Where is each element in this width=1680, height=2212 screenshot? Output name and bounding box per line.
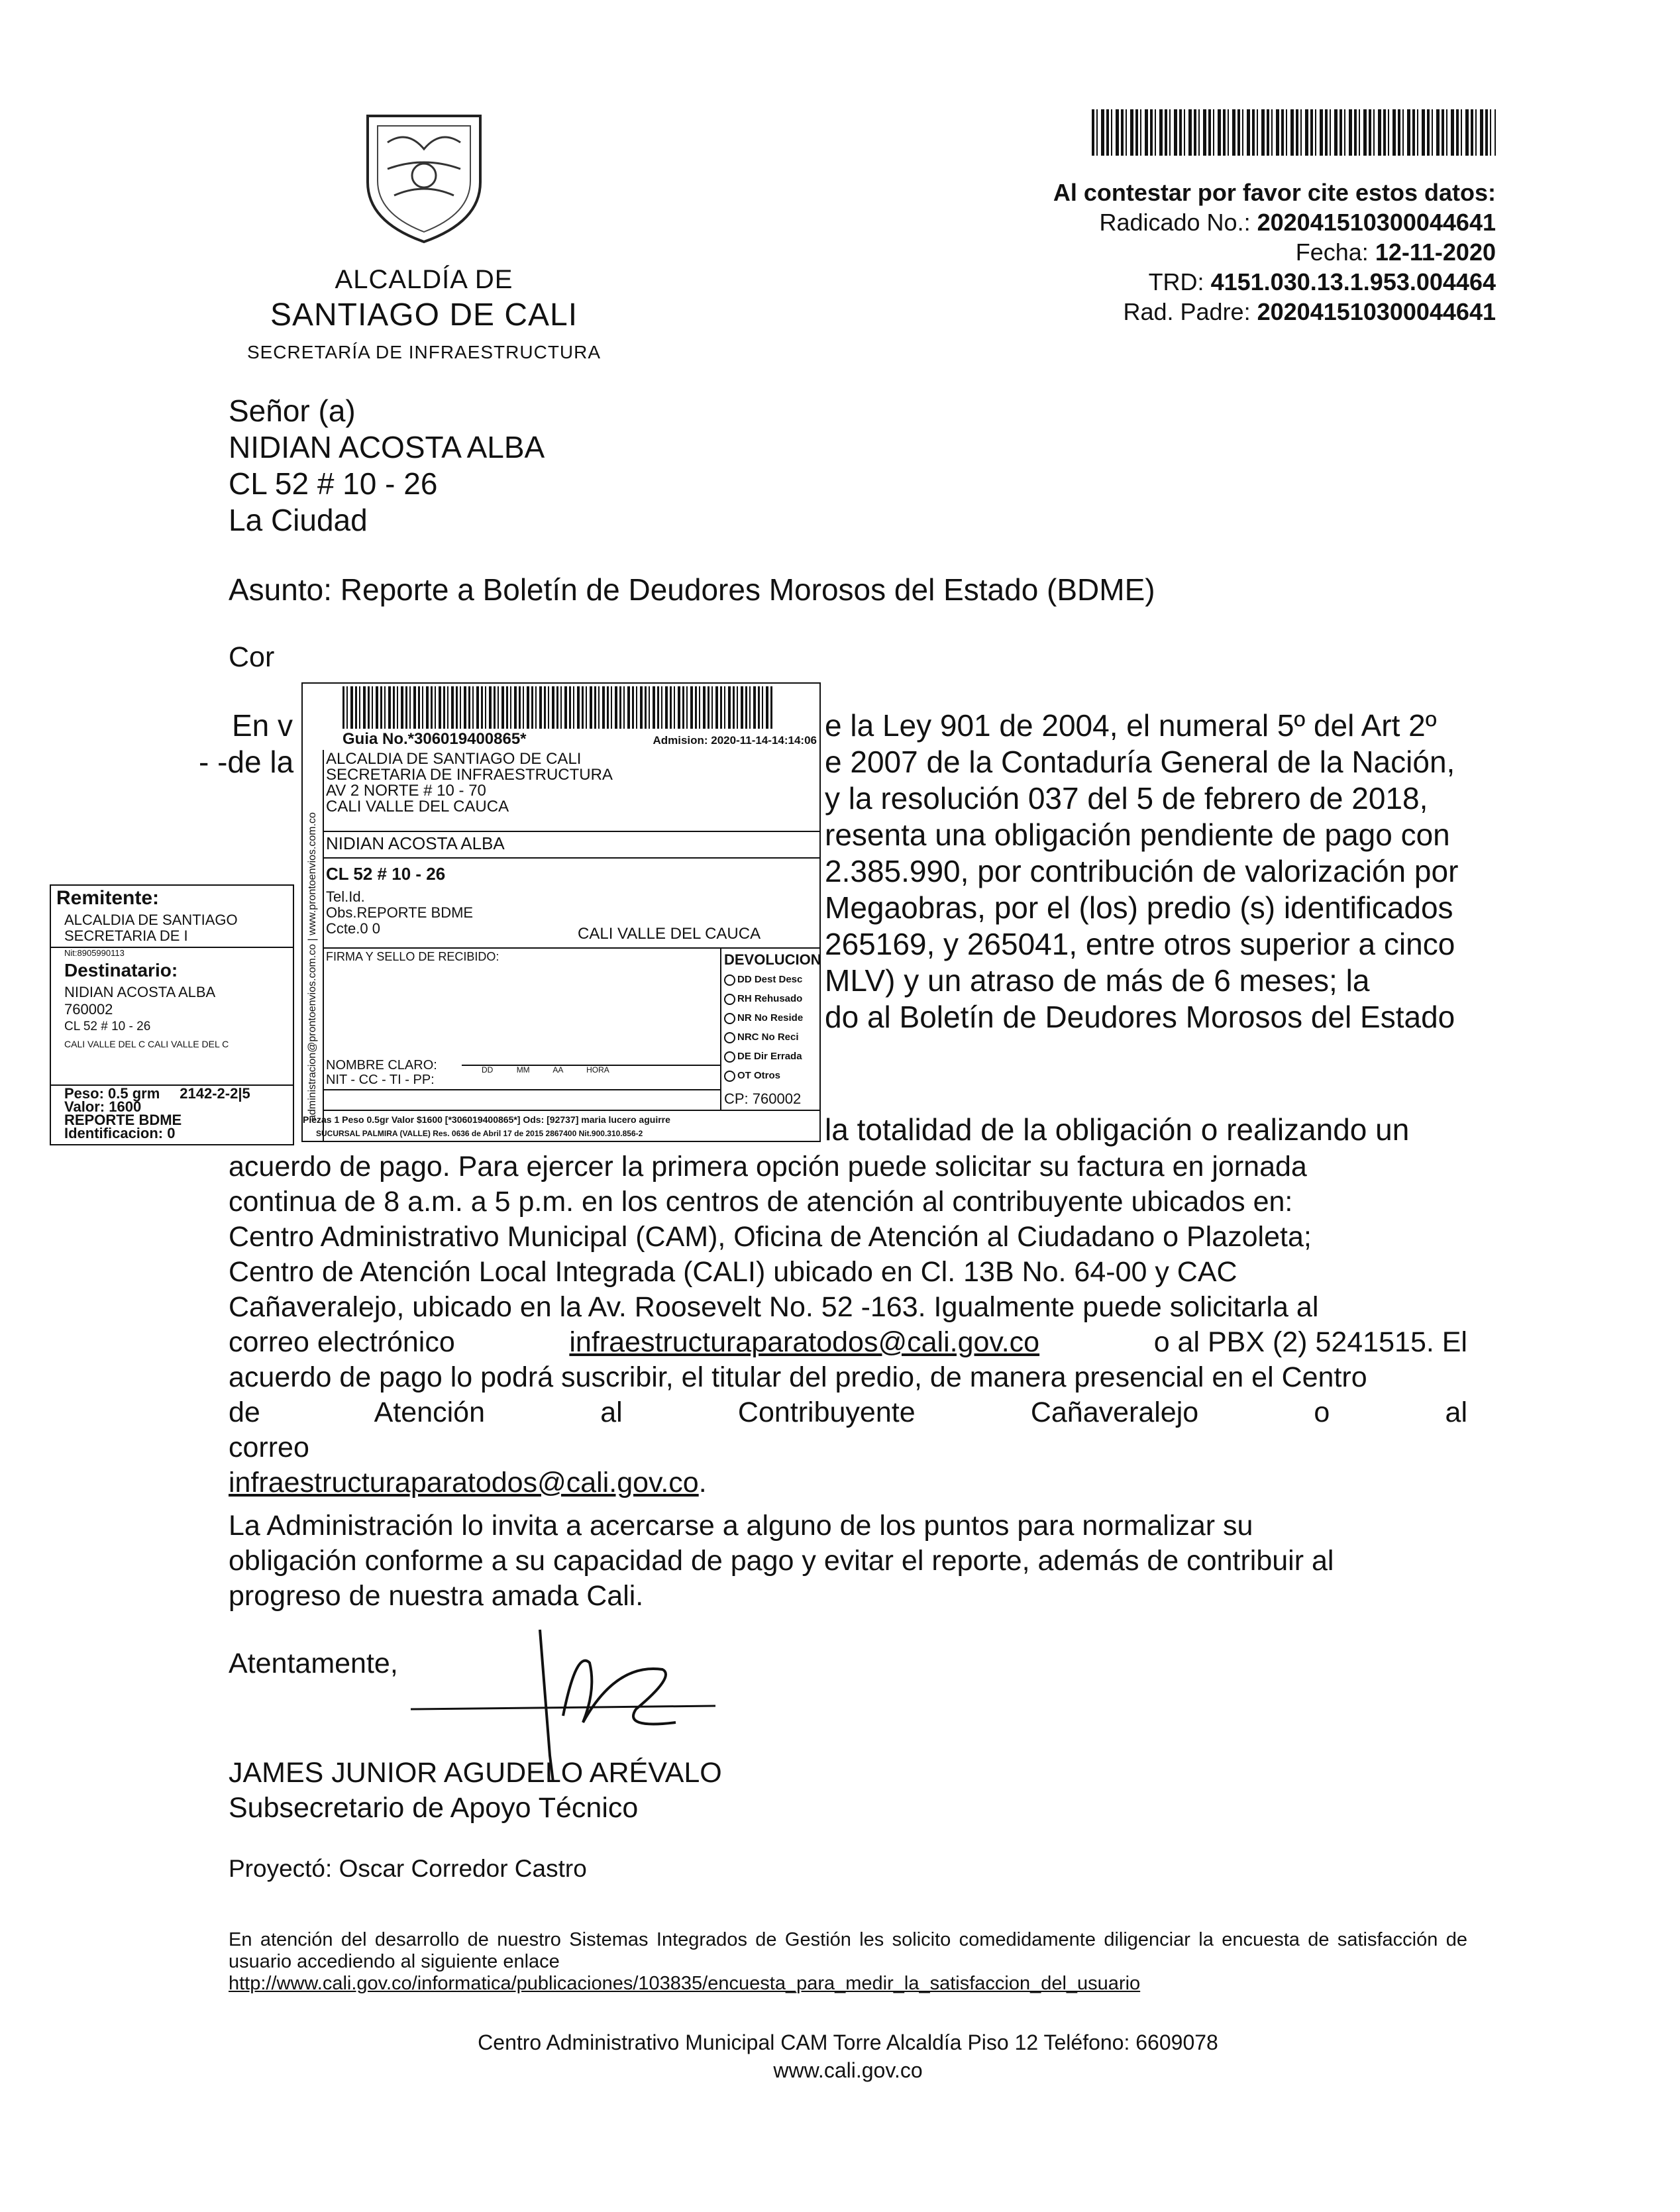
stub-ident: Identificacion: 0 bbox=[64, 1125, 176, 1141]
stub-obs: REPORTE BDME bbox=[64, 1112, 182, 1128]
stub-nit: Nit:8905990113 bbox=[64, 948, 125, 958]
paragraph-3 bbox=[229, 1508, 1467, 1614]
dest-details bbox=[326, 889, 473, 937]
nombre-label: NOMBRE CLARO: bbox=[326, 1058, 437, 1073]
subject-line: Asunto: Reporte a Boletín de Deudores Morosos del Estado (BDME) bbox=[229, 572, 1155, 607]
p3-line: progreso de nuestra amada Cali. bbox=[229, 1580, 644, 1612]
email-prefix: correo electrónico bbox=[229, 1326, 455, 1358]
dest-address: CL 52 # 10 - 26 bbox=[326, 864, 446, 884]
stub-peso: Peso: 0.5 grm bbox=[64, 1085, 160, 1102]
stub-cp: 760002 bbox=[64, 1001, 113, 1018]
survey-link[interactable]: http://www.cali.gov.co/informatica/publicaciones/103835/encuesta_para_medir_la_satisfaccion_del_usuario bbox=[229, 1973, 1141, 1994]
sender-line: AV 2 NORTE # 10 - 70 bbox=[326, 782, 486, 800]
p1-right-line: do al Boletín de Deudores Morosos del Estado bbox=[825, 1000, 1455, 1034]
reference-block bbox=[900, 178, 1496, 327]
p2-line: Centro Administrativo Municipal (CAM), Oficina de Atención al Ciudadano o Plazoleta; bbox=[229, 1221, 1312, 1253]
document-barcode bbox=[1092, 109, 1496, 156]
courier-barcode bbox=[342, 686, 773, 729]
sender-block bbox=[326, 751, 613, 815]
signer-title: Subsecretario de Apoyo Técnico bbox=[229, 1792, 639, 1824]
radicado-value: 202041510300044641 bbox=[1257, 209, 1496, 236]
recipient-city: La Ciudad bbox=[229, 503, 368, 537]
fecha-value: 12-11-2020 bbox=[1375, 238, 1496, 266]
salutation: Señor (a) bbox=[229, 394, 356, 428]
courier-label bbox=[301, 682, 821, 1142]
devolucion-options bbox=[724, 970, 803, 1085]
devolucion-option[interactable]: NRC No Reci bbox=[724, 1027, 803, 1047]
rad-padre-label: Rad. Padre: bbox=[1123, 298, 1251, 325]
sender-line: SECRETARIA DE INFRAESTRUCTURA bbox=[326, 766, 613, 784]
stub-destinatario: Destinatario: bbox=[64, 960, 178, 980]
footer-website: www.cali.gov.co bbox=[773, 2058, 923, 2082]
date-columns: DD MM AA HORA bbox=[482, 1065, 609, 1075]
p3-line: La Administración lo invita a acercarse a alguno de los puntos para normalizar su bbox=[229, 1510, 1253, 1542]
p3-line: obligación conforme a su capacidad de pago y evitar el reporte, además de contribuir al bbox=[229, 1545, 1334, 1577]
p2-line: de Atención al Contribuyente Cañaveralejo o al correo bbox=[229, 1396, 1467, 1463]
radicado-label: Radicado No.: bbox=[1099, 209, 1251, 236]
p1-right-line: y la resolución 037 del 5 de febrero de 2018, bbox=[825, 781, 1428, 816]
courier-stub bbox=[50, 884, 294, 1145]
signer-name: JAMES JUNIOR AGUDELO ARÉVALO bbox=[229, 1757, 722, 1789]
trd-label: TRD: bbox=[1148, 268, 1204, 295]
p1-left-frag-1: En v bbox=[232, 708, 293, 743]
devolucion-heading: DEVOLUCION bbox=[724, 951, 821, 968]
courier-contact-vertical: administracion@prontoenvios.com.co | www.prontoenvios.com.co bbox=[307, 812, 318, 1121]
devolucion-option[interactable]: OT Otros bbox=[724, 1066, 803, 1085]
devolucion-option[interactable]: DD Dest Desc bbox=[724, 970, 803, 989]
recipient-address: CL 52 # 10 - 26 bbox=[229, 466, 438, 501]
cp-code: CP: 760002 bbox=[724, 1090, 802, 1107]
rad-padre-value: 202041510300044641 bbox=[1257, 298, 1496, 325]
survey-note bbox=[229, 1929, 1467, 1995]
p2-final-line: infraestructuraparatodos@cali.gov.co. bbox=[229, 1467, 707, 1499]
stub-code: 2142-2-2|5 bbox=[180, 1085, 250, 1102]
obs: Obs.REPORTE BDME bbox=[326, 904, 474, 921]
paragraph-2 bbox=[229, 1149, 1467, 1501]
fecha-label: Fecha: bbox=[1295, 238, 1369, 266]
p1-right-line: 2.385.990, por contribución de valorización por bbox=[825, 854, 1459, 888]
org-name-line3: SECRETARÍA DE INFRAESTRUCTURA bbox=[246, 342, 602, 362]
p2-line: Centro de Atención Local Integrada (CALI) ubicado en Cl. 13B No. 64-00 y CAC bbox=[229, 1256, 1237, 1288]
p2-line: continua de 8 a.m. a 5 p.m. en los centros de atención al contribuyente ubicados en: bbox=[229, 1186, 1293, 1218]
farewell: Atentamente, bbox=[229, 1648, 398, 1679]
p1-right-line: e la Ley 901 de 2004, el numeral 5º del Art 2º bbox=[825, 708, 1437, 743]
p1-right-line: Megaobras, por el (los) predio (s) identificados bbox=[825, 890, 1453, 925]
devolucion-option[interactable]: NR No Reside bbox=[724, 1008, 803, 1027]
projected-by: Proyectó: Oscar Corredor Castro bbox=[229, 1855, 587, 1882]
sender-line: CALI VALLE DEL CAUCA bbox=[326, 798, 509, 816]
firma-label: FIRMA Y SELLO DE RECIBIDO: bbox=[326, 950, 499, 963]
dest-name: NIDIAN ACOSTA ALBA bbox=[326, 833, 505, 853]
p1-right-line: e 2007 de la Contaduría General de la Nación, bbox=[825, 745, 1455, 779]
recipient-name: NIDIAN ACOSTA ALBA bbox=[229, 430, 545, 464]
p2-line: acuerdo de pago lo podrá suscribir, el titular del predio, de manera presencial en el Centro bbox=[229, 1361, 1367, 1393]
tel-id: Tel.Id. bbox=[326, 888, 365, 905]
sender-line: ALCALDIA DE SANTIAGO DE CALI bbox=[326, 750, 582, 768]
footer bbox=[229, 2028, 1467, 2084]
piezas-info: Piezas 1 Peso 0.5gr Valor $1600 [*306019400865*] Ods: [92737] maria lucero aguirre bbox=[303, 1114, 670, 1125]
sucursal-info: SUCURSAL PALMIRA (VALLE) Res. 0636 de Abril 17 de 2015 2867400 Nit.900.310.856-2 bbox=[316, 1129, 643, 1138]
guia-number: Guia No.*306019400865* bbox=[342, 730, 527, 748]
stub-dest-name: NIDIAN ACOSTA ALBA bbox=[64, 984, 216, 1000]
recipient-block bbox=[229, 393, 545, 539]
p1-right-line: resenta una obligación pendiente de pago con bbox=[825, 817, 1450, 852]
reference-heading: Al contestar por favor cite estos datos: bbox=[1053, 179, 1496, 206]
p2-email-line bbox=[229, 1325, 1467, 1360]
stub-sender-line: ALCALDIA DE SANTIAGO bbox=[64, 912, 238, 928]
city-seal-logo bbox=[348, 103, 500, 245]
signer-block bbox=[229, 1756, 722, 1826]
admision-date: Admision: 2020-11-14-14:14:06 bbox=[653, 734, 817, 747]
nombre-nit bbox=[326, 1058, 437, 1087]
stub-details bbox=[64, 1087, 250, 1140]
p1-right-column bbox=[825, 708, 1471, 1035]
stub-remitente: Remitente: bbox=[56, 887, 160, 909]
greeting: Cor bbox=[229, 641, 275, 673]
dest-city: CALI VALLE DEL CAUCA bbox=[578, 925, 761, 943]
trd-value: 4151.030.13.1.953.004464 bbox=[1210, 268, 1496, 295]
p1-right-line: 265169, y 265041, entre otros superior a cinco bbox=[825, 927, 1455, 961]
p1-right-line: MLV) y un atraso de más de 6 meses; la bbox=[825, 963, 1370, 998]
p2-line: acuerdo de pago. Para ejercer la primera opción puede solicitar su factura en jornada bbox=[229, 1151, 1307, 1183]
nit-label: NIT - CC - TI - PP: bbox=[326, 1073, 435, 1087]
p1-left-frag-2: - -de la bbox=[199, 745, 294, 779]
devolucion-option[interactable]: RH Rehusado bbox=[724, 989, 803, 1008]
stub-dest bbox=[64, 984, 229, 1053]
email-link-2[interactable]: infraestructuraparatodos@cali.gov.co bbox=[229, 1467, 699, 1499]
stub-valor: Valor: 1600 bbox=[64, 1098, 142, 1115]
stub-sender-line: SECRETARIA DE I bbox=[64, 927, 188, 944]
p2-right-first: la totalidad de la obligación o realizando un bbox=[825, 1112, 1410, 1147]
stub-sender bbox=[64, 912, 238, 944]
footer-address: Centro Administrativo Municipal CAM Torre Alcaldía Piso 12 Teléfono: 6609078 bbox=[478, 2030, 1218, 2054]
devolucion-option[interactable]: DE Dir Errada bbox=[724, 1047, 803, 1066]
email-link[interactable]: infraestructuraparatodos@cali.gov.co bbox=[569, 1326, 1040, 1358]
stub-addr: CL 52 # 10 - 26 bbox=[64, 1020, 151, 1033]
survey-text: En atención del desarrollo de nuestro Sistemas Integrados de Gestión les solicito comedidamente diligenciar la encuesta de satisfacción de usuario accediendo al siguiente enlace bbox=[229, 1929, 1467, 1972]
email-suffix: o al PBX (2) 5241515. El bbox=[1153, 1326, 1467, 1358]
org-name-line2: SANTIAGO DE CALI bbox=[270, 297, 578, 333]
stub-city: CALI VALLE DEL C CALI VALLE DEL C bbox=[64, 1039, 229, 1049]
org-name-line1: ALCALDÍA DE bbox=[335, 265, 513, 294]
ccte: Ccte.0 0 bbox=[326, 920, 380, 937]
p2-line: Cañaveralejo, ubicado en la Av. Roosevelt No. 52 -163. Igualmente puede solicitarla al bbox=[229, 1291, 1319, 1323]
